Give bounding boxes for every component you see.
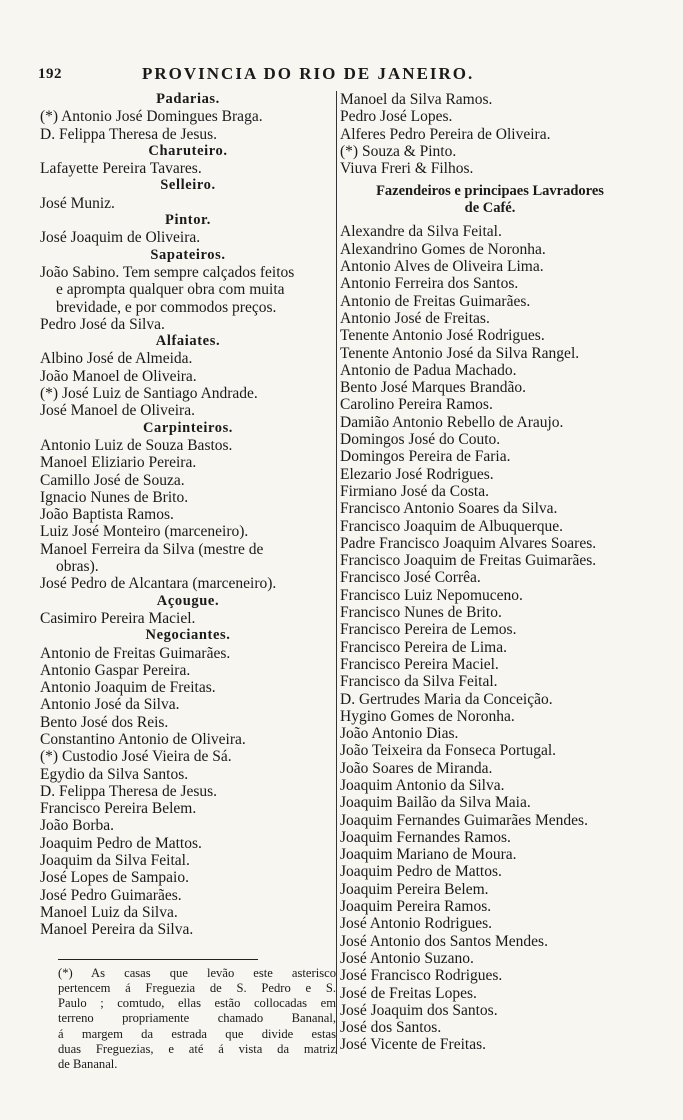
section-heading: Negociantes. — [145, 627, 231, 644]
list-item: José Antonio Suzano. — [340, 949, 474, 967]
right-top-list — [340, 91, 636, 177]
footnote-line: duas Freguezias, e até á vista da matriz — [58, 1042, 336, 1057]
list-item: Antonio de Freitas Guimarães. — [40, 644, 231, 662]
right-list — [340, 223, 636, 1053]
footnote-line: (*) As casas que levão este asterisco — [58, 965, 336, 980]
section-heading: Alfaiates. — [155, 333, 221, 350]
list-item: João Antonio Dias. — [340, 725, 459, 743]
list-item-continuation: e apromptа qualquer obra com muita — [56, 281, 285, 299]
list-item: Alexandre da Silva Feital. — [340, 223, 502, 241]
list-item: Joaquim Mariano de Moura. — [340, 846, 517, 864]
section-heading: Pintor. — [165, 212, 211, 229]
list-item: Francisco Nunes de Brito. — [340, 604, 502, 622]
list-item: Francisco Luiz Nepomuceno. — [340, 586, 523, 604]
footnote-line: á margem da estrada que divide estas — [58, 1026, 336, 1041]
list-item: Constantino Antonio de Oliveira. — [40, 730, 246, 748]
list-item: Manoel Luiz da Silva. — [40, 903, 178, 921]
list-item-continuation: obras). — [56, 558, 99, 576]
list-item: José de Freitas Lopes. — [340, 984, 477, 1002]
footnote-line: de Bananal. — [58, 1057, 118, 1072]
list-item: D. Felippa Theresa de Jesus. — [40, 782, 218, 800]
list-item: Antonio Ferreira dos Santos. — [340, 275, 519, 293]
section-heading: Charuteiro. — [148, 142, 228, 159]
section-heading: Açougue. — [156, 592, 220, 609]
list-item: Manoel Pereira da Silva. — [40, 921, 194, 939]
list-item: Antonio José de Freitas. — [340, 309, 490, 327]
page-number: 192 — [38, 66, 62, 82]
list-item: João Sabino. Tem sempre calçados feitos — [40, 263, 295, 281]
footnote-line: pertencem á Freguezia de S. Pedro e S. — [58, 980, 336, 995]
list-item: Francisco Pereira de Lima. — [340, 638, 507, 656]
list-item: Joaquim Pedro de Mattos. — [340, 863, 502, 881]
list-item: Carolino Pereira Ramos. — [340, 396, 493, 414]
list-item: Elezario José Rodrigues. — [340, 465, 494, 483]
list-item: Manoel da Silva Ramos. — [340, 91, 493, 108]
list-item: Alferes Pedro Pereira de Oliveira. — [340, 125, 551, 143]
section-heading: Padarias. — [156, 91, 220, 107]
footnote-line: terreno propriamente chamado Bananal, — [58, 1011, 336, 1026]
list-item: D. Gertrudes Maria da Conceição. — [340, 690, 553, 708]
footnote — [40, 966, 336, 1073]
list-item: Francisco Antonio Soares da Silva. — [340, 500, 558, 518]
list-item: Francisco Pereira de Lemos. — [340, 621, 517, 639]
left-column — [40, 91, 336, 1073]
list-item: Bento José Marques Brandão. — [340, 379, 526, 397]
list-item: Francisco Joaquim de Albuquerque. — [340, 517, 563, 535]
list-item: João Baptista Ramos. — [40, 506, 174, 524]
list-item: Padre Francisco Joaquim Alvares Soares. — [340, 534, 597, 552]
list-item: Pedro José da Silva. — [40, 315, 165, 333]
list-item: José Muniz. — [40, 194, 115, 212]
fazendeiros-heading — [340, 183, 636, 217]
list-item: Casimiro Pereira Maciel. — [40, 609, 196, 627]
list-item: Antonio de Freitas Guimarães. — [340, 292, 531, 310]
list-item: João Teixeira da Fonseca Portugal. — [340, 742, 557, 760]
list-item: Domingos José do Couto. — [340, 431, 501, 449]
section-heading: Carpinteiros. — [142, 419, 234, 436]
list-item: Joaquim Pedro de Mattos. — [40, 834, 202, 852]
list-item: (*) José Luiz de Santiago Andrade. — [40, 385, 258, 403]
list-item: José Antonio Rodrigues. — [340, 915, 492, 933]
list-item: Francisco José Corrêa. — [340, 569, 481, 587]
list-item: Firmiano José da Costa. — [340, 482, 489, 500]
list-item: Joaquim Fernandes Ramos. — [340, 828, 511, 846]
list-item: Pedro José Lopes. — [340, 108, 453, 126]
fazendeiros-heading-line: de Café. — [464, 200, 516, 217]
list-item: José Francisco Rodrigues. — [340, 967, 503, 985]
list-item: João Manoel de Oliveira. — [40, 367, 197, 385]
list-item: José Joaquim dos Santos. — [340, 1001, 498, 1019]
list-item: Tenente Antonio José da Silva Rangel. — [340, 344, 580, 362]
list-item: José Pedro de Alcantara (marceneiro). — [40, 575, 277, 593]
list-item: Francisco da Silva Feital. — [340, 673, 498, 691]
list-item: Hygino Gomes de Noronha. — [340, 707, 515, 725]
list-item: Lafayette Pereira Tavares. — [40, 160, 202, 178]
list-item: Joaquim Antonio da Silva. — [340, 776, 505, 794]
fazendeiros-heading-line: Fazendeiros e principaes Lavradores — [376, 183, 604, 200]
right-column — [336, 91, 636, 1054]
list-item-continuation: brevidade, e por commodos preços. — [56, 298, 277, 316]
list-item: Antonio Gaspar Pereira. — [40, 661, 191, 679]
footnote-rule — [58, 959, 258, 960]
list-item: Luiz José Monteiro (marceneiro). — [40, 523, 249, 541]
list-item: Antonio Alves de Oliveira Lima. — [340, 258, 544, 276]
list-item: (*) Custodio José Vieira de Sá. — [40, 748, 232, 766]
section-heading: Selleiro. — [160, 177, 216, 194]
list-item: Joaquim Fernandes Guimarães Mendes. — [340, 811, 588, 829]
list-item: João Borba. — [40, 817, 115, 835]
running-title: PROVINCIA DO RIO DE JANEIRO. — [142, 64, 475, 83]
list-item: José Vicente de Freitas. — [340, 1036, 486, 1054]
footnote-line: Paulo ; comtudo, ellas estão collocadas em — [58, 996, 336, 1011]
list-item: José Antonio dos Santos Mendes. — [340, 932, 548, 950]
left-list — [40, 91, 336, 939]
list-item: Joaquim Bailão da Silva Maia. — [340, 794, 531, 812]
list-item: José dos Santos. — [340, 1019, 442, 1037]
list-item: Francisco Pereira Maciel. — [340, 655, 499, 673]
list-item: Antonio de Padua Machado. — [340, 361, 517, 379]
page-header — [38, 64, 528, 86]
list-item: Ignacio Nunes de Brito. — [40, 488, 189, 506]
list-item: Alexandrino Gomes de Noronha. — [340, 240, 546, 258]
list-item: (*) Antonio José Domingues Braga. — [40, 108, 263, 126]
list-item: João Soares de Miranda. — [340, 759, 493, 777]
list-item: Bento José dos Reis. — [40, 713, 169, 731]
list-item: (*) Souza & Pinto. — [340, 142, 457, 160]
list-item: Francisco Joaquim de Freitas Guimarães. — [340, 552, 597, 570]
list-item: Joaquim Pereira Belem. — [340, 880, 489, 898]
list-item: José Lopes de Sampaio. — [40, 869, 189, 887]
list-item: Francisco Pereira Belem. — [40, 800, 197, 818]
list-item: Albino José de Almeida. — [40, 350, 193, 368]
list-item: Tenente Antonio José Rodrigues. — [340, 327, 545, 345]
list-item: Egydio da Silva Santos. — [40, 765, 189, 783]
list-item: Antonio José da Silva. — [40, 696, 180, 714]
list-item: Manoel Eliziario Pereira. — [40, 454, 197, 472]
list-item: Antonio Luiz de Souza Bastos. — [40, 436, 233, 454]
list-item: Damião Antonio Rebello de Araujo. — [340, 413, 564, 431]
list-item: D. Felippa Theresa de Jesus. — [40, 125, 218, 143]
list-item: Manoel Ferreira da Silva (mestre de — [40, 540, 264, 558]
list-item: José Joaquim de Oliveira. — [40, 229, 201, 247]
list-item: José Manoel de Oliveira. — [40, 402, 195, 420]
list-item: Domingos Pereira de Faria. — [340, 448, 511, 466]
list-item: José Pedro Guimarães. — [40, 886, 182, 904]
list-item: Joaquim Pereira Ramos. — [340, 898, 492, 916]
list-item: Antonio Joaquim de Freitas. — [40, 679, 216, 697]
list-item: Camillo José de Souza. — [40, 471, 185, 489]
list-item: Joaquim da Silva Feital. — [40, 852, 190, 870]
list-item: Viuva Freri & Filhos. — [340, 160, 474, 178]
section-heading: Sapateiros. — [150, 246, 226, 263]
